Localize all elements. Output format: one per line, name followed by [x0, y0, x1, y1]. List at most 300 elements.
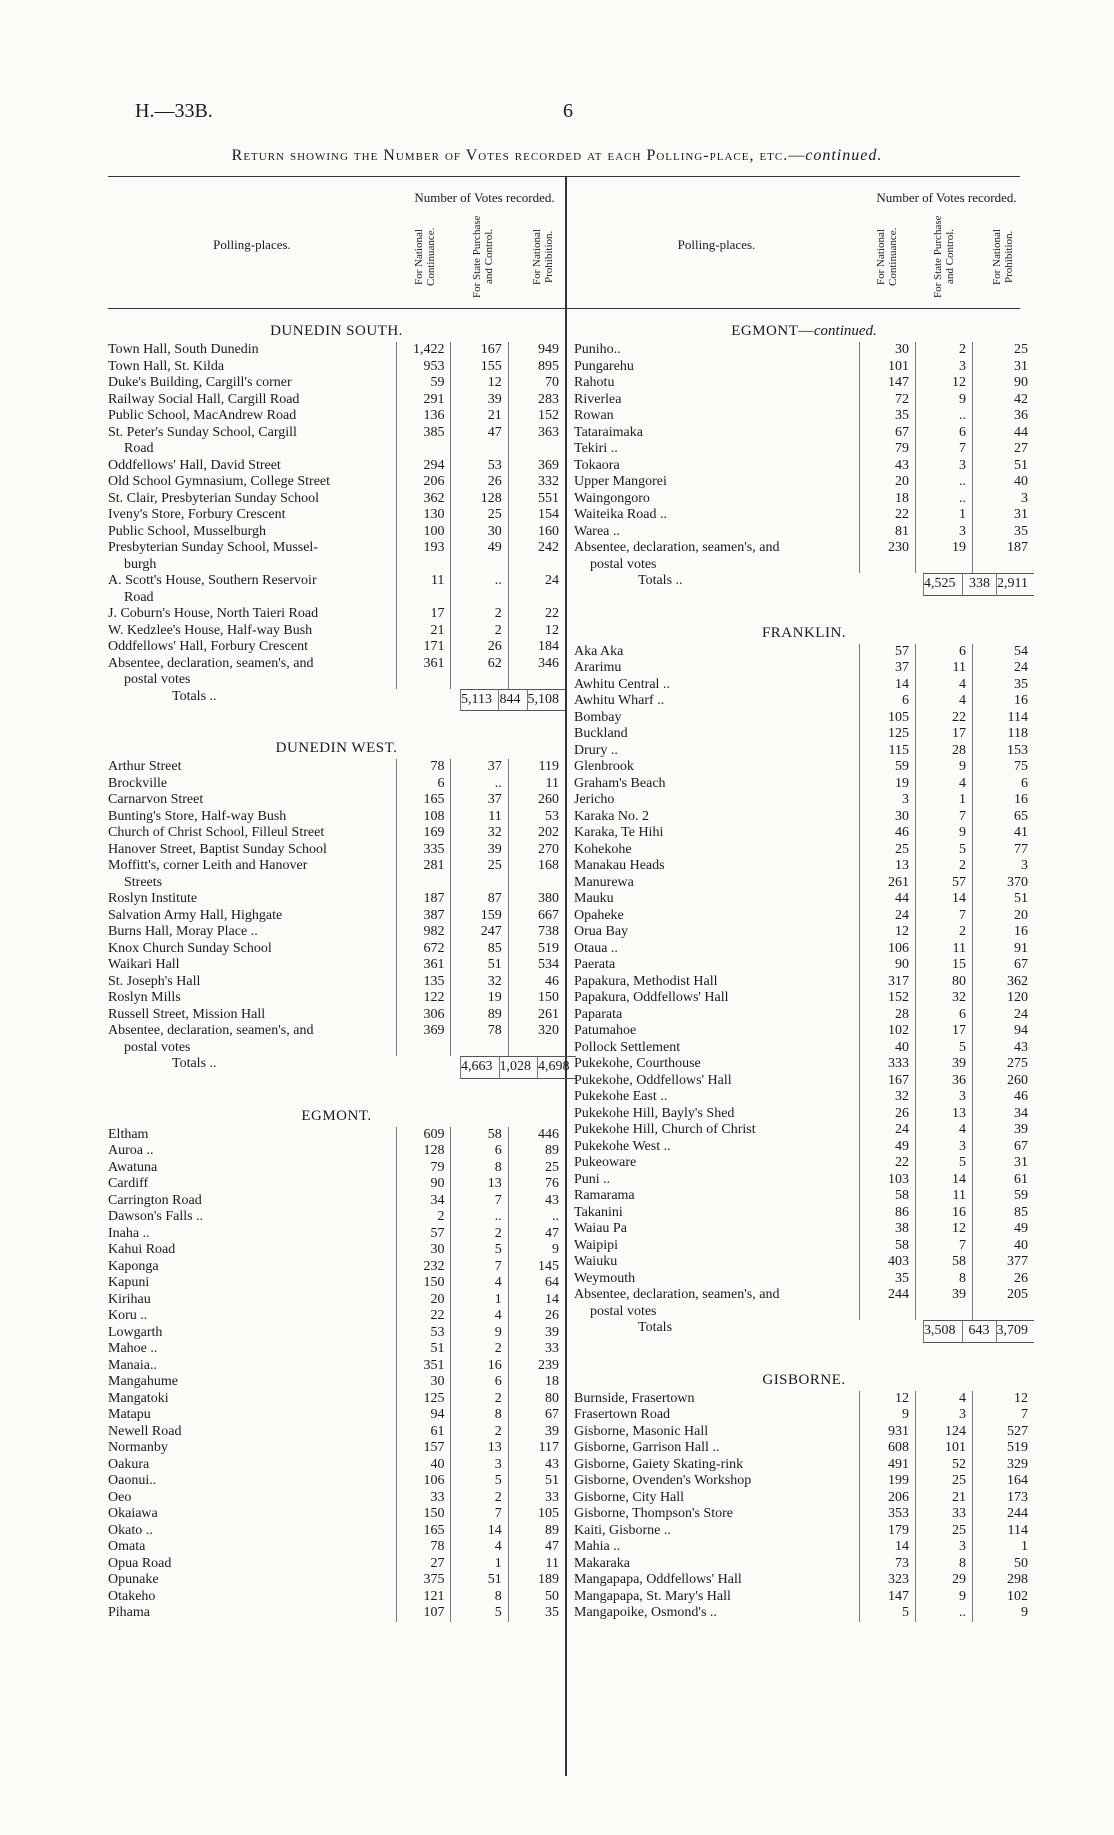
- table-row: [108, 924, 565, 941]
- polling-place-name: [574, 1287, 859, 1304]
- prohibition-votes: 41: [972, 825, 1034, 842]
- continuance-votes: 30: [396, 1374, 450, 1391]
- prohibition-votes: 39: [508, 1325, 565, 1342]
- prohibition-votes: 24: [508, 573, 565, 590]
- state-purchase-votes: 4: [915, 1122, 972, 1139]
- polling-place-name: [108, 606, 396, 623]
- prohibition-votes: 43: [508, 1193, 565, 1210]
- prohibition-votes: 12: [972, 1391, 1034, 1408]
- state-purchase-votes: 14: [450, 1523, 507, 1540]
- continuance-votes: 128: [396, 1143, 450, 1160]
- prohibition-votes: 46: [972, 1089, 1034, 1106]
- state-purchase-votes: 4: [915, 1391, 972, 1408]
- prohibition-votes: 118: [972, 726, 1034, 743]
- continuance-votes: 61: [396, 1424, 450, 1441]
- polling-place-label: Bunting's Store, Half-way Bush: [108, 808, 287, 824]
- polling-place-name: [574, 1073, 859, 1090]
- table-row: [574, 425, 1034, 442]
- continuance-votes: 35: [859, 408, 915, 425]
- continuance-votes: 291: [396, 392, 450, 409]
- polling-place-name: [574, 425, 859, 442]
- prohibition-votes: 18: [508, 1374, 565, 1391]
- continuance-votes: 40: [859, 1040, 915, 1057]
- polling-place-name: [108, 1605, 396, 1622]
- polling-place-label: Okato ..: [108, 1522, 153, 1538]
- polling-place-name: [574, 1205, 859, 1222]
- continuance-votes: 12: [859, 924, 915, 941]
- state-purchase-votes: 7: [915, 1238, 972, 1255]
- polling-place-label: Awatuna: [108, 1159, 158, 1175]
- continuance-votes: 122: [396, 990, 450, 1007]
- table-row: [108, 342, 565, 359]
- continuance-votes: 94: [396, 1407, 450, 1424]
- state-purchase-votes: 12: [450, 375, 507, 392]
- prohibition-votes: 446: [508, 1127, 565, 1144]
- prohibition-votes: 50: [508, 1589, 565, 1606]
- section-title: [108, 1107, 565, 1125]
- prohibition-votes: 3: [972, 491, 1034, 508]
- table-row: [108, 776, 565, 793]
- table-row: [108, 557, 565, 574]
- state-purchase-votes: 2: [450, 1391, 507, 1408]
- table-row: [108, 1589, 565, 1606]
- polling-place-name: [108, 392, 396, 409]
- state-purchase-votes: 13: [915, 1106, 972, 1123]
- polling-place-name: [574, 408, 859, 425]
- polling-place-label: Frasertown Road: [574, 1407, 671, 1422]
- continuance-votes: 982: [396, 924, 450, 941]
- state-purchase-votes: 3: [915, 1539, 972, 1556]
- state-purchase-votes: 9: [915, 1589, 972, 1606]
- continuance-votes: 11: [396, 573, 450, 590]
- polling-place-name: [574, 842, 859, 859]
- table-row: [108, 974, 565, 991]
- table-row: [574, 1122, 1034, 1139]
- polling-place-label: Gisborne, Gaiety Skating-rink: [574, 1456, 744, 1472]
- table-row: [108, 1523, 565, 1540]
- continuance-votes: 187: [396, 891, 450, 908]
- state-purchase-votes: 15: [915, 957, 972, 974]
- polling-place-label: Tokaora: [574, 457, 620, 473]
- state-purchase-votes: [450, 875, 507, 892]
- page-title: [0, 147, 1114, 165]
- polling-place-label: Oaonui..: [108, 1473, 157, 1488]
- continuance-votes: 5: [859, 1605, 915, 1622]
- state-purchase-votes: [915, 1304, 972, 1321]
- section-title-text: GISBORNE.: [762, 1371, 846, 1388]
- polling-place-name: [574, 957, 859, 974]
- continuance-votes: 30: [859, 809, 915, 826]
- column-divider: [565, 176, 567, 1776]
- polling-place-name: [108, 1023, 396, 1040]
- state-purchase-votes: 2: [450, 1226, 507, 1243]
- continuance-votes: 387: [396, 908, 450, 925]
- table-row: [574, 1238, 1034, 1255]
- prohibition-votes: 283: [508, 392, 565, 409]
- state-purchase-votes: 25: [450, 507, 507, 524]
- polling-place-label: Oeo: [108, 1489, 132, 1505]
- polling-place-name: [574, 693, 859, 710]
- state-purchase-votes: 7: [915, 908, 972, 925]
- state-purchase-votes: 7: [915, 441, 972, 458]
- continuance-votes: 306: [396, 1007, 450, 1024]
- prohibition-votes: 534: [508, 957, 565, 974]
- polling-place-name: [574, 743, 859, 760]
- continuance-votes: 57: [396, 1226, 450, 1243]
- state-purchase-header: For State Purchase and Control.: [931, 215, 956, 299]
- state-purchase-votes: 49: [450, 540, 507, 557]
- state-purchase-votes: 6: [450, 1143, 507, 1160]
- state-purchase-votes: 6: [915, 644, 972, 661]
- continuance-votes: 35: [859, 1271, 915, 1288]
- continuance-votes: 136: [396, 408, 450, 425]
- prohibition-votes: 59: [972, 1188, 1034, 1205]
- table-row: [108, 858, 565, 875]
- table-row: [108, 1572, 565, 1589]
- state-purchase-votes: 155: [450, 359, 507, 376]
- polling-place-label: Hanover Street, Baptist Sunday School: [108, 841, 327, 857]
- polling-place-label: Newell Road: [108, 1423, 182, 1439]
- state-purchase-votes: 39: [450, 842, 507, 859]
- state-purchase-votes: 7: [915, 809, 972, 826]
- polling-place-name: [574, 1040, 859, 1057]
- polling-place-label: Moffitt's, corner Leith and Hanover: [108, 858, 308, 873]
- totals-row: [574, 1320, 1034, 1343]
- polling-place-label: Normanby: [108, 1440, 168, 1455]
- prohibition-votes: 12: [508, 623, 565, 640]
- table-row: [108, 1605, 565, 1622]
- prohibition-votes: 187: [972, 540, 1034, 557]
- polling-place-label: Old School Gymnasium, College Street: [108, 474, 331, 489]
- total-continuance: 4,663: [460, 1056, 499, 1079]
- state-purchase-votes: ..: [450, 776, 507, 793]
- polling-place-label: Absentee, declaration, seamen's, and: [108, 1023, 314, 1038]
- polling-place-label: St. Joseph's Hall: [108, 973, 201, 989]
- continuance-votes: 78: [396, 759, 450, 776]
- table-row: [108, 425, 565, 442]
- polling-place-label: Aka Aka: [574, 643, 624, 659]
- polling-place-name: [108, 1127, 396, 1144]
- table-row: [108, 458, 565, 475]
- continuance-votes: 335: [396, 842, 450, 859]
- state-purchase-votes: [450, 590, 507, 607]
- state-purchase-votes: 36: [915, 1073, 972, 1090]
- page-title-suffix: continued.: [805, 147, 883, 164]
- state-purchase-votes: 5: [915, 1155, 972, 1172]
- table-row: [108, 1209, 565, 1226]
- table-row: [108, 590, 565, 607]
- prohibition-votes: 150: [508, 990, 565, 1007]
- prohibition-votes: 551: [508, 491, 565, 508]
- table-row: [108, 1473, 565, 1490]
- table-row: [574, 359, 1034, 376]
- polling-place-name: [108, 825, 396, 842]
- state-purchase-votes: ..: [450, 1209, 507, 1226]
- polling-place-name: [108, 1275, 396, 1292]
- polling-place-label: postal votes: [124, 672, 191, 687]
- polling-place-label: Public School, Musselburgh: [108, 523, 267, 539]
- continuance-votes: 167: [859, 1073, 915, 1090]
- state-purchase-votes: 5: [915, 1040, 972, 1057]
- prohibition-votes: 260: [972, 1073, 1034, 1090]
- continuance-votes: 608: [859, 1440, 915, 1457]
- prohibition-votes: [508, 1040, 565, 1057]
- continuance-votes: 20: [396, 1292, 450, 1309]
- polling-place-label: Tekiri ..: [574, 441, 618, 456]
- polling-place-name: [574, 1523, 859, 1540]
- polling-place-name: [574, 1440, 859, 1457]
- polling-place-label: Mauku: [574, 891, 614, 906]
- table-row: [108, 1358, 565, 1375]
- table-row: [108, 524, 565, 541]
- continuance-header: For National Continuance.: [875, 227, 899, 287]
- prohibition-votes: 40: [972, 474, 1034, 491]
- table-row: [574, 941, 1034, 958]
- table-row: [108, 1424, 565, 1441]
- polling-place-name: [574, 908, 859, 925]
- polling-place-name: [574, 359, 859, 376]
- table-row: [574, 441, 1034, 458]
- polling-place-name: [574, 1122, 859, 1139]
- polling-place-label: Gisborne, Masonic Hall: [574, 1423, 709, 1439]
- state-purchase-votes: 39: [915, 1287, 972, 1304]
- table-row: [108, 1007, 565, 1024]
- table-row: [108, 1506, 565, 1523]
- table-row: [574, 974, 1034, 991]
- polling-place-label: Weymouth: [574, 1270, 636, 1286]
- polling-place-label: Town Hall, South Dunedin: [108, 342, 259, 357]
- prohibition-votes: 332: [508, 474, 565, 491]
- prohibition-votes: 47: [508, 1539, 565, 1556]
- prohibition-votes: 173: [972, 1490, 1034, 1507]
- polling-place-label: Makaraka: [574, 1555, 630, 1571]
- table-row: [574, 1188, 1034, 1205]
- state-purchase-votes: 124: [915, 1424, 972, 1441]
- state-purchase-votes: 19: [450, 990, 507, 1007]
- continuance-votes: 147: [859, 1589, 915, 1606]
- state-purchase-votes: 19: [915, 540, 972, 557]
- state-purchase-votes: 9: [915, 825, 972, 842]
- prohibition-header: For National Prohibition.: [531, 229, 555, 285]
- state-purchase-votes: 51: [450, 957, 507, 974]
- prohibition-votes: 33: [508, 1490, 565, 1507]
- polling-place-name: [574, 891, 859, 908]
- continuance-votes: 21: [396, 623, 450, 640]
- totals-label: Totals: [638, 1320, 673, 1335]
- polling-place-label: postal votes: [124, 1039, 191, 1055]
- state-purchase-votes: 57: [915, 875, 972, 892]
- polling-place-label: Takanini: [574, 1204, 623, 1220]
- polling-place-label: postal votes: [590, 1303, 657, 1319]
- continuance-votes: 199: [859, 1473, 915, 1490]
- continuance-votes: [859, 557, 915, 574]
- state-purchase-votes: 8: [915, 1271, 972, 1288]
- prohibition-votes: 64: [508, 1275, 565, 1292]
- state-purchase-votes: 167: [450, 342, 507, 359]
- polling-place-label: Brockville: [108, 775, 168, 791]
- polling-place-name: [108, 1556, 396, 1573]
- polling-place-name: [574, 342, 859, 359]
- totals-label: Totals ..: [638, 573, 683, 588]
- polling-place-label: Rowan: [574, 408, 614, 423]
- polling-place-name: [108, 891, 396, 908]
- prohibition-votes: 25: [508, 1160, 565, 1177]
- polling-place-label: Oakura: [108, 1456, 150, 1472]
- table-header-left: [108, 178, 565, 310]
- continuance-votes: 25: [859, 842, 915, 859]
- polling-place-label: Pukekohe East ..: [574, 1089, 668, 1104]
- polling-place-name: [108, 425, 396, 442]
- table-row: [574, 1539, 1034, 1556]
- left-table-body: [108, 322, 570, 1622]
- polling-place-label: Mangahume: [108, 1374, 178, 1389]
- polling-place-name: [574, 1238, 859, 1255]
- polling-place-name: [108, 792, 396, 809]
- polling-place-name: [574, 809, 859, 826]
- state-purchase-votes: 159: [450, 908, 507, 925]
- prohibition-votes: ..: [508, 1209, 565, 1226]
- polling-place-name: [574, 941, 859, 958]
- state-purchase-votes: 11: [915, 941, 972, 958]
- continuance-votes: 171: [396, 639, 450, 656]
- polling-place-name: [108, 1193, 396, 1210]
- prohibition-votes: [508, 441, 565, 458]
- state-purchase-votes: 13: [450, 1176, 507, 1193]
- polling-place-label: Otakeho: [108, 1588, 156, 1604]
- continuance-votes: 609: [396, 1127, 450, 1144]
- page-number: 6: [563, 100, 573, 122]
- state-purchase-votes: 11: [915, 660, 972, 677]
- table-row: [108, 408, 565, 425]
- polling-place-label: Streets: [124, 874, 163, 890]
- table-row: [108, 639, 565, 656]
- continuance-votes: 403: [859, 1254, 915, 1271]
- state-purchase-votes: 53: [450, 458, 507, 475]
- prohibition-votes: 239: [508, 1358, 565, 1375]
- table-row: [574, 1007, 1034, 1024]
- continuance-votes: 179: [859, 1523, 915, 1540]
- total-state-purchase: 844: [498, 689, 527, 712]
- prohibition-votes: [972, 1304, 1034, 1321]
- document-code: H.—33B.: [135, 100, 213, 122]
- table-row: [574, 842, 1034, 859]
- continuance-votes: 105: [859, 710, 915, 727]
- section-spacer: [574, 596, 1034, 612]
- state-purchase-votes: 2: [450, 606, 507, 623]
- prohibition-votes: 9: [972, 1605, 1034, 1622]
- polling-place-name: [108, 924, 396, 941]
- table-row: [108, 1242, 565, 1259]
- continuance-votes: 150: [396, 1275, 450, 1292]
- table-row: [108, 875, 565, 892]
- continuance-votes: 22: [859, 1155, 915, 1172]
- continuance-votes: 361: [396, 656, 450, 673]
- polling-place-name: [108, 1308, 396, 1325]
- table-row: [108, 1325, 565, 1342]
- section-title: [108, 739, 565, 757]
- table-row: [108, 1391, 565, 1408]
- state-purchase-votes: 89: [450, 1007, 507, 1024]
- table-row: [574, 1490, 1034, 1507]
- table-row: [574, 1155, 1034, 1172]
- state-purchase-votes: [450, 557, 507, 574]
- section-title: [574, 624, 1034, 642]
- prohibition-votes: [508, 590, 565, 607]
- prohibition-votes: 3: [972, 858, 1034, 875]
- polling-place-name: [574, 1056, 859, 1073]
- polling-place-label: Pukekohe, Courthouse: [574, 1056, 701, 1071]
- polling-place-name: [574, 710, 859, 727]
- state-purchase-votes: 39: [450, 392, 507, 409]
- prohibition-votes: 9: [508, 1242, 565, 1259]
- state-purchase-votes: 1: [915, 792, 972, 809]
- polling-place-name: [574, 1172, 859, 1189]
- state-purchase-votes: 37: [450, 792, 507, 809]
- prohibition-votes: 51: [972, 891, 1034, 908]
- state-purchase-votes: 14: [915, 1172, 972, 1189]
- polling-place-label: Carnarvon Street: [108, 792, 204, 807]
- table-row: [574, 1523, 1034, 1540]
- header-rule-top: [108, 176, 1020, 177]
- state-purchase-votes: 2: [450, 1490, 507, 1507]
- polling-places-header: Polling-places.: [677, 237, 756, 252]
- polling-place-label: Church of Christ School, Filleul Street: [108, 825, 325, 840]
- table-row: [108, 507, 565, 524]
- table-row: [574, 990, 1034, 1007]
- table-row: [108, 1407, 565, 1424]
- prohibition-votes: 46: [508, 974, 565, 991]
- prohibition-votes: 49: [972, 1221, 1034, 1238]
- polling-place-label: Pukekohe Hill, Church of Christ: [574, 1122, 756, 1137]
- table-row: [574, 1407, 1034, 1424]
- polling-place-label: Pukekohe, Oddfellows' Hall: [574, 1072, 732, 1088]
- polling-place-name: [108, 408, 396, 425]
- table-row: [574, 1271, 1034, 1288]
- votes-recorded-header: Number of Votes recorded.: [414, 190, 555, 205]
- continuance-votes: 67: [859, 425, 915, 442]
- prohibition-votes: 20: [972, 908, 1034, 925]
- continuance-votes: 78: [396, 1539, 450, 1556]
- state-purchase-votes: 7: [450, 1506, 507, 1523]
- prohibition-votes: 6: [972, 776, 1034, 793]
- continuance-votes: 281: [396, 858, 450, 875]
- polling-place-name: [574, 1424, 859, 1441]
- continuance-votes: [396, 875, 450, 892]
- state-purchase-votes: 58: [915, 1254, 972, 1271]
- table-row: [574, 1440, 1034, 1457]
- state-purchase-votes: 2: [915, 342, 972, 359]
- table-row: [574, 392, 1034, 409]
- table-row: [574, 924, 1034, 941]
- state-purchase-votes: 3: [915, 359, 972, 376]
- prohibition-votes: 53: [508, 809, 565, 826]
- table-row: [574, 1589, 1034, 1606]
- continuance-votes: 353: [859, 1506, 915, 1523]
- continuance-votes: 12: [859, 1391, 915, 1408]
- table-row: [108, 1143, 565, 1160]
- state-purchase-votes: 8: [450, 1589, 507, 1606]
- totals-row: [574, 573, 1034, 596]
- polling-place-name: [108, 1506, 396, 1523]
- left-column: [108, 178, 570, 1622]
- table-row: [574, 1391, 1034, 1408]
- polling-place-name: [574, 491, 859, 508]
- continuance-votes: [396, 557, 450, 574]
- polling-place-name: [108, 656, 396, 673]
- prohibition-votes: 320: [508, 1023, 565, 1040]
- prohibition-votes: 380: [508, 891, 565, 908]
- table-row: [574, 1073, 1034, 1090]
